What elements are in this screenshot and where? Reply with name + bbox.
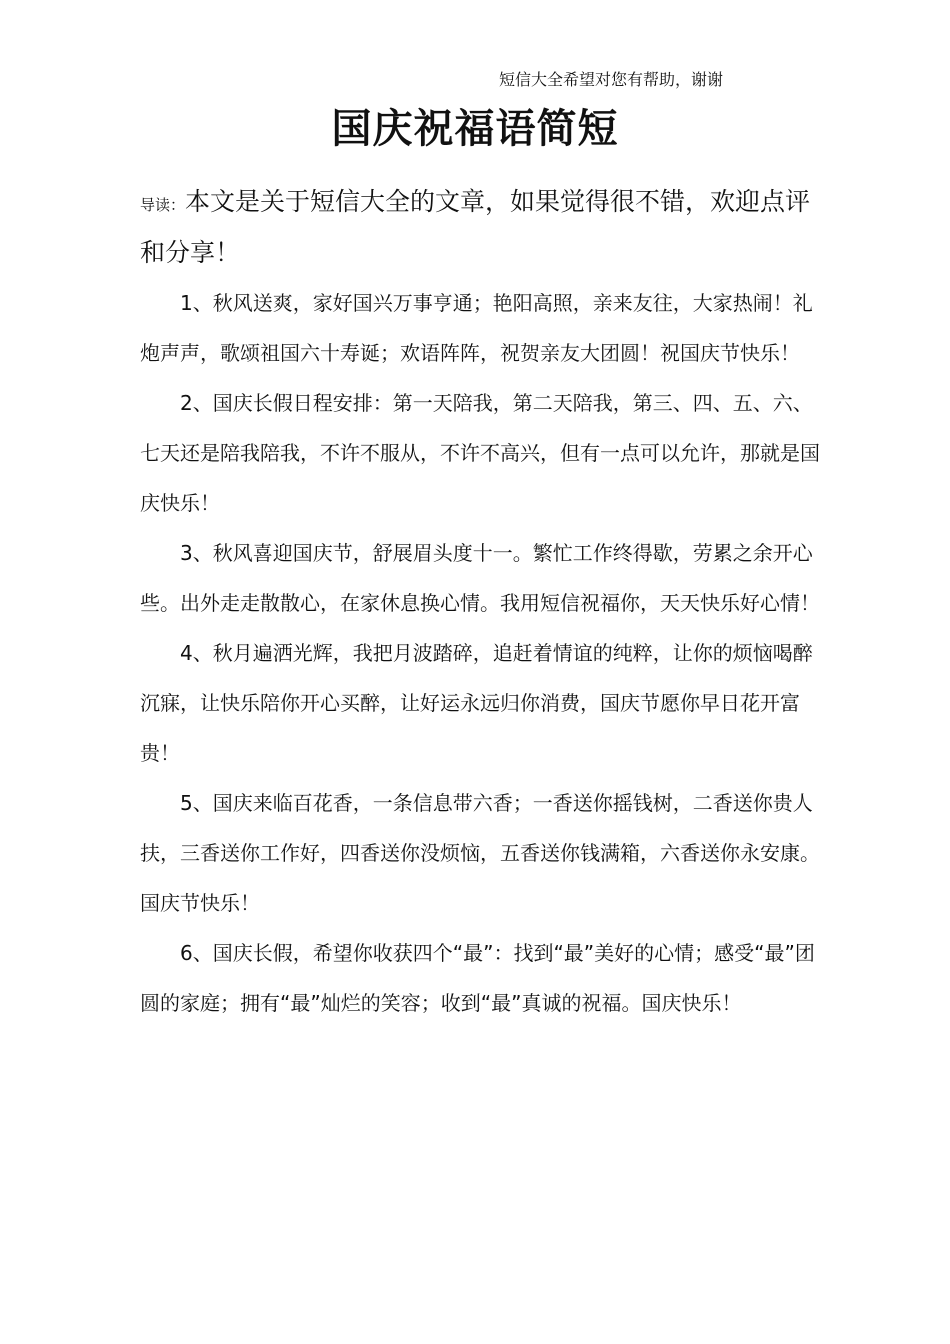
header-note: 短信大全希望对您有帮助，谢谢	[499, 70, 724, 89]
intro-paragraph	[140, 178, 820, 277]
blessing-paragraph-5: 5、国庆来临百花香，一条信息带六香；一香送你摇钱树，二香送你贵人扶，三香送你工作好，四香送你没烦恼，五香送你钱满箱，六香送你永安康。国庆节快乐！	[140, 791, 820, 915]
intro-label: 导读：	[140, 196, 186, 214]
blessing-paragraph-3: 3、秋风喜迎国庆节，舒展眉头度十一。繁忙工作终得歇，劳累之余开心些。出外走走散散心，在家休息换心情。我用短信祝福你，天天快乐好心情！	[140, 541, 820, 615]
blessing-paragraph-4: 4、秋月遍洒光辉，我把月波踏碎，追赶着情谊的纯粹，让你的烦恼喝醉沉寐，让快乐陪你开心买醉，让好运永远归你消费，国庆节愿你早日花开富贵！	[140, 641, 813, 765]
blessing-paragraph-1: 1、秋风送爽，家好国兴万事亨通；艳阳高照，亲来友往，大家热闹！礼炮声声，歌颂祖国六十寿诞；欢语阵阵，祝贺亲友大团圆！祝国庆节快乐！	[140, 291, 813, 365]
blessing-paragraph-6: 6、国庆长假，希望你收获四个“最”：找到“最”美好的心情；感受“最”团圆的家庭；拥有“最”灿烂的笑容；收到“最”真诚的祝福。国庆快乐！	[140, 941, 815, 1015]
document-title: 国庆祝福语简短	[331, 106, 619, 152]
intro-text: 本文是关于短信大全的文章，如果觉得很不错，欢迎点评和分享！	[140, 187, 811, 267]
document-body	[140, 278, 822, 1028]
blessing-paragraph-2: 2、国庆长假日程安排：第一天陪我，第二天陪我，第三、四、五、六、七天还是陪我陪我，不许不服从，不许不高兴，但有一点可以允许，那就是国庆快乐！	[140, 391, 820, 515]
